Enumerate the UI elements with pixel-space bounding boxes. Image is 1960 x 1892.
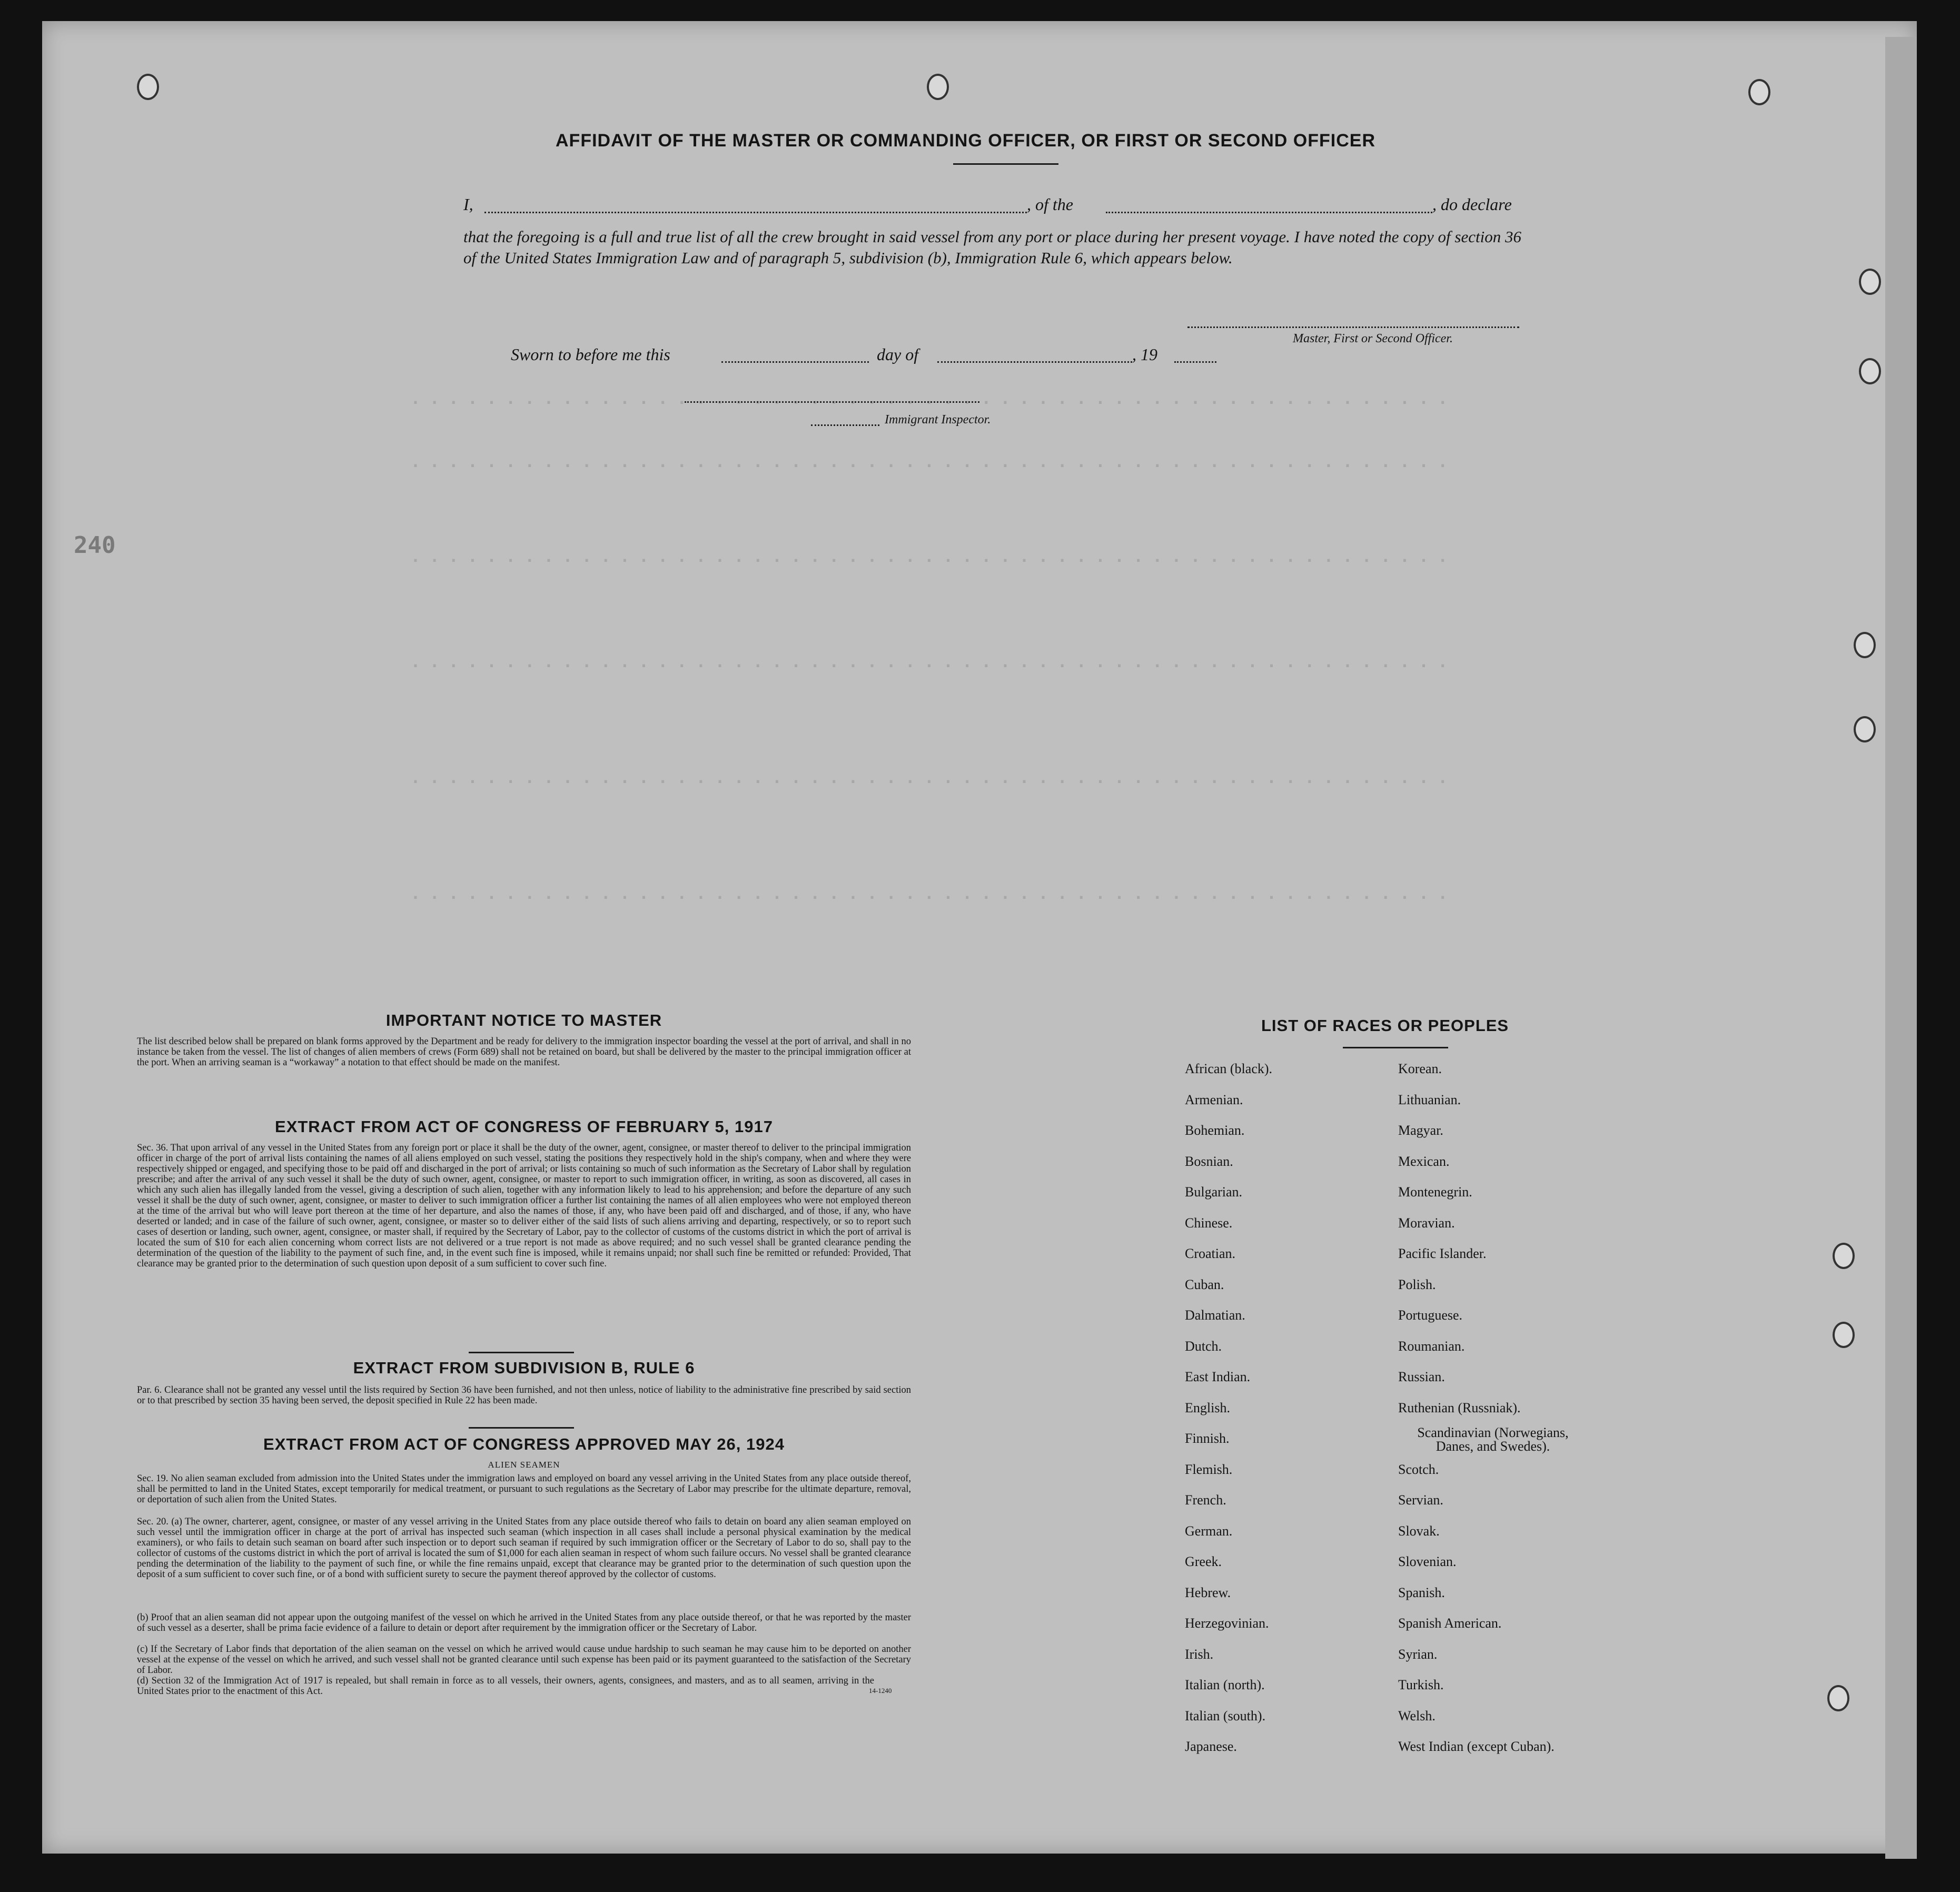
race-item: Bulgarian.: [1185, 1184, 1243, 1200]
race-item: Scotch.: [1398, 1462, 1439, 1477]
affidavit-i-label: I,: [463, 195, 473, 214]
race-item: Ruthenian (Russniak).: [1398, 1400, 1521, 1415]
extract-1924-title: EXTRACT FROM ACT OF CONGRESS APPROVED MAY 26, 1924: [263, 1435, 785, 1453]
race-item: Herzegovinian.: [1185, 1616, 1269, 1631]
race-item: Chinese.: [1185, 1215, 1233, 1231]
race-item: Greek.: [1185, 1554, 1222, 1569]
inspector-signature-blank: [685, 401, 979, 403]
race-item: Italian (north).: [1185, 1677, 1265, 1692]
race-item: Portuguese.: [1398, 1307, 1463, 1323]
race-item: Bohemian.: [1185, 1123, 1245, 1138]
punch-hole: [1827, 1685, 1849, 1711]
extract-1924-sec20a: Sec. 20. (a) The owner, charterer, agent, consignee, or master of any vessel arriving in the United States from any place outside thereof who fails to detain on board any alien seaman employed on such vessel until the immigration officer in charge at the port of arrival has inspected such seaman (which inspection in all cases shall include a personal physical examination by the medical examiners), or who fails to detain such seaman on board after such inspection or to deport such seaman if required by such immigration officer or the Secretary of Labor to do so, shall pay to the collector of customs of the customs district in which the port of arrival is located the sum of $1,000 for each alien seaman in respect of whom such failure occurs. No vessel shall be granted clearance pending the determination of the liability to the payment of such fine, or while the fine remains unpaid, except that clearance may be granted prior to the determination of such question upon the deposit of a sum sufficient to cover such fine, or of a bond with sufficient surety to secure the payment thereof approved by the collector of customs.: [137, 1517, 911, 1580]
race-item: West Indian (except Cuban).: [1398, 1739, 1555, 1754]
race-item: Scandinavian (Norwegians, Danes, and Swedes).: [1417, 1425, 1569, 1454]
race-item: Dutch.: [1185, 1339, 1222, 1354]
extract-1924-subtitle: ALIEN SEAMEN: [488, 1460, 560, 1470]
inspector-label: Immigrant Inspector.: [885, 413, 991, 427]
punch-hole: [1854, 632, 1876, 658]
race-item: Croatian.: [1185, 1246, 1236, 1261]
document-sheet: [42, 21, 1917, 1854]
extract-1924-sec20b: (b) Proof that an alien seaman did not appear upon the outgoing manifest of the vessel on which he arrived in the United States from any place outside thereof, or that he was reported by the master of such vessel as a deserter, shall be prima facie evidence of a failure to detain or deport after requirement by the immigration officer or the Secretary of Labor.: [137, 1612, 911, 1633]
race-item: Spanish.: [1398, 1585, 1445, 1600]
vessel-blank: [1106, 212, 1432, 213]
race-item: Polish.: [1398, 1277, 1436, 1292]
extract-1917-title: EXTRACT FROM ACT OF CONGRESS OF FEBRUARY 5, 1917: [275, 1117, 773, 1136]
race-item: Slovenian.: [1398, 1554, 1457, 1569]
race-item: East Indian.: [1185, 1369, 1251, 1384]
race-item: Pacific Islander.: [1398, 1246, 1487, 1261]
race-item: Cuban.: [1185, 1277, 1224, 1292]
affidavit-title: AFFIDAVIT OF THE MASTER OR COMMANDING OFFICER, OR FIRST OR SECOND OFFICER: [556, 131, 1375, 151]
punch-hole: [1854, 716, 1876, 742]
race-item: Turkish.: [1398, 1677, 1444, 1692]
underlying-page-edge: [1885, 37, 1917, 1859]
race-item: Mexican.: [1398, 1154, 1450, 1169]
race-item: Russian.: [1398, 1369, 1445, 1384]
race-item: Slovak.: [1398, 1523, 1440, 1539]
race-item: Moravian.: [1398, 1215, 1455, 1231]
race-item: French.: [1185, 1492, 1226, 1508]
punch-hole: [1833, 1243, 1855, 1269]
race-item: Armenian.: [1185, 1092, 1243, 1107]
punch-hole: [1859, 269, 1881, 295]
race-item: Flemish.: [1185, 1462, 1233, 1477]
bleed-through-text: . . . . . . . . . . . . . . . . . . . . . . . . . . . . . . . . . . . . . . . . . . . . . . . . . . . . . . .: [411, 453, 1448, 471]
master-signature-label: Master, First or Second Officer.: [1293, 332, 1453, 345]
extract-1924-sec20d: (d) Section 32 of the Immigration Act of 1917 is repealed, but shall remain in force as to all vessels, their owners, agents, consignees, and masters, and as to all seamen, arriving in the United States prior to the enactment of this Act.: [137, 1676, 874, 1697]
punch-hole: [137, 74, 159, 100]
races-title: LIST OF RACES OR PEOPLES: [1261, 1016, 1509, 1035]
race-item: Bosnian.: [1185, 1154, 1233, 1169]
inspector-prefix-blank: [811, 424, 879, 426]
notice-title: IMPORTANT NOTICE TO MASTER: [385, 1011, 662, 1029]
race-item: English.: [1185, 1400, 1230, 1415]
sworn-day-blank: [721, 361, 869, 363]
punch-hole: [1748, 79, 1770, 105]
race-item: Irish.: [1185, 1647, 1214, 1662]
race-item: Dalmatian.: [1185, 1307, 1245, 1323]
race-item: Spanish American.: [1398, 1616, 1502, 1631]
name-blank: [484, 212, 1027, 213]
section-divider: [469, 1427, 574, 1429]
extract-1917-text: Sec. 36. That upon arrival of any vessel in the United States from any foreign port or place it shall be the duty of the owner, agent, consignee, or master thereof to deliver to the principal immigration officer in charge of the port of arrival lists containing the names of all aliens employed on such vessel, stating the positions they respectively hold in the ship's company, when and where they were respectively shipped or engaged, and specifying those to be paid off and discharged in the port of arrival; or lists containing so much of such information as the Secretary of Labor shall by regulation prescribe; and after the arrival of any such vessel it shall be the duty of such owner, agent, consignee, or master to report to such immigration officer, in writing, as soon as discovered, all cases in which any such alien has illegally landed from the vessel, giving a description of such alien, together with any information likely to lead to his apprehension; and before the departure of any such vessel it shall be the duty of such owner, agent, consignee, or master to deliver to such immigration officer a further list containing the names of all alien employees who were not employed thereon at the time of the arrival but who will leave port thereon at the time of her departure, and also the names of those, if any, who have been paid off and discharged, and of those, if any, who have deserted or landed; and in case of the failure of such owner, agent, consignee, or master so to deliver either of the said lists of such aliens arriving and departing, respectively, or so to report such cases of desertion or landing, such owner, agent, consignee, or master shall, if required by the Secretary of Labor, pay to the collector of customs of the customs district in which the port of arrival is located the sum of $10 for each alien concerning whom correct lists are not delivered or a true report is not made as above required; and no such vessel shall be granted clearance pending the determination of the question of the liability to the payment of such fine, and, in the event such fine is imposed, while it remains unpaid; nor shall such fine be remitted or refunded: Provided, That clearance may be granted prior to the determination of such question upon deposit of a sum sufficient to cover such fine.: [137, 1143, 911, 1269]
title-divider: [953, 163, 1058, 165]
race-item: Syrian.: [1398, 1647, 1438, 1662]
race-item: Montenegrin.: [1398, 1184, 1472, 1200]
bleed-through-text: . . . . . . . . . . . . . . . . . . . . . . . . . . . . . . . . . . . . . . . . . . . . . . . . . . . . . . .: [411, 653, 1448, 671]
race-item: Japanese.: [1185, 1739, 1237, 1754]
bleed-through-text: . . . . . . . . . . . . . . . . . . . . . . . . . . . . . . . . . . . . . . . . . . . . . . . . . . . . . . .: [411, 885, 1448, 903]
affidavit-statement: that the foregoing is a full and true list of all the crew brought in said vessel from any port or place during her present voyage. I have noted the copy of section 36 of the United States Immigration Law and of paragraph 5, subdivision (b), Immigration Rule 6, which appears below.: [463, 227, 1521, 267]
races-divider: [1343, 1047, 1448, 1048]
race-item: African (black).: [1185, 1061, 1273, 1076]
bleed-through-text: . . . . . . . . . . . . . . . . . . . . . . . . . . . . . . . . . . . . . . . . . . . . . . . . . . . . . . .: [411, 390, 1448, 408]
race-item: German.: [1185, 1523, 1233, 1539]
race-item: Korean.: [1398, 1061, 1442, 1076]
race-item: Servian.: [1398, 1492, 1443, 1508]
master-signature-blank: [1187, 326, 1519, 328]
bleed-through-text: . . . . . . . . . . . . . . . . . . . . . . . . . . . . . . . . . . . . . . . . . . . . . . . . . . . . . . .: [411, 769, 1448, 787]
race-item: Magyar.: [1398, 1123, 1443, 1138]
race-item: Finnish.: [1185, 1431, 1230, 1446]
day-of-label: day of: [877, 345, 919, 364]
extract-1924-sec19: Sec. 19. No alien seaman excluded from admission into the United States under the immigration laws and employed on board any vessel arriving in the United States from any place outside thereof, shall be permitted to land in the United States, except temporarily for medical treatment, or pursuant to such regulations as the Secretary of Labor may prescribe for the ultimate departure, removal, or deportation of such alien from the United States.: [137, 1473, 911, 1505]
race-item: Lithuanian.: [1398, 1092, 1461, 1107]
extract-1924-sec20c: (c) If the Secretary of Labor finds that deportation of the alien seaman on the vessel on which he arrived would cause undue hardship to such seaman he may cause him to be deported on another vessel at the expense of the vessel on which he arrived, and such vessel shall not be granted clearance until such expense has been paid or its payment guaranteed to the satisfaction of the Secretary of Labor.: [137, 1644, 911, 1676]
section-divider: [469, 1352, 574, 1353]
form-number: 14-1240: [869, 1687, 892, 1695]
sworn-month-blank: [937, 361, 1132, 363]
punch-hole: [1833, 1322, 1855, 1348]
affidavit-do-declare-label: , do declare: [1432, 195, 1512, 214]
race-item: Roumanian.: [1398, 1339, 1465, 1354]
race-item: Italian (south).: [1185, 1708, 1266, 1723]
race-item: Welsh.: [1398, 1708, 1436, 1723]
affidavit-of-the-label: , of the: [1027, 195, 1073, 214]
extract-rule6-title: EXTRACT FROM SUBDIVISION B, RULE 6: [353, 1359, 695, 1377]
punch-hole: [927, 74, 949, 100]
punch-hole: [1859, 358, 1881, 384]
year-prefix-label: , 19: [1132, 345, 1157, 364]
extract-rule6-text: Par. 6. Clearance shall not be granted any vessel until the lists required by Section 36 have been furnished, and not then unless, notice of liability to the administrative fine prescribed by said section or to that prescribed by section 35 having been served, the deposit specified in Rule 22 has been made.: [137, 1385, 911, 1406]
race-item: Hebrew.: [1185, 1585, 1231, 1600]
sworn-label: Sworn to before me this: [511, 345, 670, 364]
sworn-year-blank: [1174, 361, 1216, 363]
bleed-through-text: . . . . . . . . . . . . . . . . . . . . . . . . . . . . . . . . . . . . . . . . . . . . . . . . . . . . . . .: [411, 548, 1448, 566]
notice-text: The list described below shall be prepared on blank forms approved by the Department and be ready for delivery to the immigration inspector boarding the vessel at the port of arrival, and shall in no instance be taken from the vessel. The list of changes of alien members of crews (Form 689) shall not be retained on board, but shall be delivered by the master to the principal immigration officer at the port. When an arriving seaman is a “workaway” a notation to that effect should be made on the manifest.: [137, 1036, 911, 1068]
margin-page-number-stamp: 240: [74, 532, 116, 559]
